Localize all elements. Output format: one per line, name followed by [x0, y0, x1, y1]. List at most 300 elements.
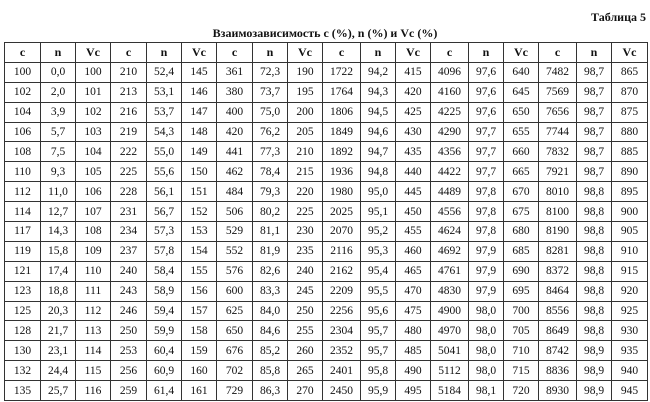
- table-cell: 455: [396, 222, 431, 242]
- table-cell: 60,9: [147, 361, 182, 381]
- table-cell: 465: [396, 261, 431, 281]
- table-cell: 670: [504, 182, 539, 202]
- table-cell: 160: [182, 361, 217, 381]
- table-cell: 495: [396, 381, 431, 401]
- table-cell: 259: [111, 381, 147, 401]
- table-cell: 79,3: [253, 182, 288, 202]
- table-cell: 98,8: [577, 281, 612, 301]
- header-row: [5, 43, 648, 63]
- table-cell: 2,0: [41, 82, 76, 102]
- table-cell: 8742: [539, 341, 577, 361]
- table-cell: 98,7: [577, 142, 612, 162]
- table-cell: 4160: [431, 82, 469, 102]
- table-cell: 147: [182, 102, 217, 122]
- table-cell: 1849: [323, 122, 361, 142]
- table-cell: 2256: [323, 301, 361, 321]
- table-cell: 60,4: [147, 341, 182, 361]
- table-cell: 24,4: [41, 361, 76, 381]
- table-cell: 915: [612, 261, 648, 281]
- table-cell: 97,8: [469, 202, 504, 222]
- table-cell: 4624: [431, 222, 469, 242]
- table-cell: 8836: [539, 361, 577, 381]
- table-cell: 57,3: [147, 222, 182, 242]
- table-cell: 80,2: [253, 202, 288, 222]
- table-cell: 148: [182, 122, 217, 142]
- column-header: n: [253, 43, 288, 63]
- table-cell: 98,0: [469, 301, 504, 321]
- table-cell: 11,0: [41, 182, 76, 202]
- table-cell: 445: [396, 182, 431, 202]
- table-cell: 86,3: [253, 381, 288, 401]
- table-cell: 5112: [431, 361, 469, 381]
- table-cell: 450: [396, 202, 431, 222]
- table-row: [5, 281, 648, 301]
- table-cell: 4096: [431, 62, 469, 82]
- table-cell: 109: [76, 241, 111, 261]
- table-cell: 4556: [431, 202, 469, 222]
- table-cell: 865: [612, 62, 648, 82]
- table-cell: 475: [396, 301, 431, 321]
- table-cell: 720: [504, 381, 539, 401]
- table-cell: 121: [5, 261, 41, 281]
- table-cell: 240: [111, 261, 147, 281]
- table-cell: 255: [288, 321, 323, 341]
- table-cell: 115: [76, 361, 111, 381]
- table-cell: 56,7: [147, 202, 182, 222]
- table-cell: 104: [5, 102, 41, 122]
- table-cell: 920: [612, 281, 648, 301]
- table-cell: 420: [396, 82, 431, 102]
- table-cell: 680: [504, 222, 539, 242]
- table-title: Взаимозависимость с (%), n (%) и Vc (%): [212, 26, 438, 40]
- table-cell: 246: [111, 301, 147, 321]
- table-row: [5, 122, 648, 142]
- table-row: [5, 321, 648, 341]
- table-cell: 21,7: [41, 321, 76, 341]
- table-cell: 98,0: [469, 341, 504, 361]
- table-cell: 256: [111, 361, 147, 381]
- table-cell: 7921: [539, 162, 577, 182]
- table-cell: 200: [288, 102, 323, 122]
- table-cell: 690: [504, 261, 539, 281]
- table-cell: 5184: [431, 381, 469, 401]
- table-cell: 94,3: [361, 82, 396, 102]
- table-cell: 2401: [323, 361, 361, 381]
- table-cell: 14,3: [41, 222, 76, 242]
- column-header: Vc: [288, 43, 323, 63]
- table-row: [5, 62, 648, 82]
- table-cell: 94,8: [361, 162, 396, 182]
- table-cell: 460: [396, 241, 431, 261]
- table-cell: 2304: [323, 321, 361, 341]
- table-cell: 228: [111, 182, 147, 202]
- table-cell: 119: [5, 241, 41, 261]
- table-cell: 645: [504, 82, 539, 102]
- table-cell: 222: [111, 142, 147, 162]
- table-cell: 5,7: [41, 122, 76, 142]
- table-cell: 1722: [323, 62, 361, 82]
- table-cell: 4290: [431, 122, 469, 142]
- table-cell: 462: [217, 162, 253, 182]
- table-cell: 1764: [323, 82, 361, 102]
- table-cell: 484: [217, 182, 253, 202]
- column-header: n: [41, 43, 76, 63]
- table-cell: 0,0: [41, 62, 76, 82]
- table-cell: 935: [612, 341, 648, 361]
- table-cell: 655: [504, 122, 539, 142]
- table-cell: 97,7: [469, 162, 504, 182]
- column-header: Vc: [182, 43, 217, 63]
- table-number-label: Таблица 5: [591, 10, 646, 24]
- table-cell: 15,8: [41, 241, 76, 261]
- table-cell: 260: [288, 341, 323, 361]
- table-cell: 114: [76, 341, 111, 361]
- table-cell: 85,8: [253, 361, 288, 381]
- table-cell: 98,9: [577, 361, 612, 381]
- table-cell: 53,1: [147, 82, 182, 102]
- table-cell: 237: [111, 241, 147, 261]
- table-cell: 98,7: [577, 102, 612, 122]
- table-cell: 52,4: [147, 62, 182, 82]
- table-cell: 190: [288, 62, 323, 82]
- table-cell: 895: [612, 182, 648, 202]
- table-cell: 104: [76, 142, 111, 162]
- table-cell: 945: [612, 381, 648, 401]
- table-body: [5, 62, 648, 400]
- table-cell: 480: [396, 321, 431, 341]
- table-cell: 72,3: [253, 62, 288, 82]
- table-cell: 430: [396, 122, 431, 142]
- table-cell: 205: [288, 122, 323, 142]
- table-cell: 875: [612, 102, 648, 122]
- table-cell: 108: [76, 222, 111, 242]
- column-header: c: [217, 43, 253, 63]
- table-cell: 98,0: [469, 321, 504, 341]
- table-cell: 83,3: [253, 281, 288, 301]
- table-cell: 117: [5, 222, 41, 242]
- table-cell: 702: [217, 361, 253, 381]
- table-cell: 4761: [431, 261, 469, 281]
- table-cell: 98,1: [469, 381, 504, 401]
- table-cell: 2025: [323, 202, 361, 222]
- table-cell: 576: [217, 261, 253, 281]
- table-cell: 8100: [539, 202, 577, 222]
- table-cell: 17,4: [41, 261, 76, 281]
- table-cell: 97,7: [469, 122, 504, 142]
- table-cell: 55,0: [147, 142, 182, 162]
- table-cell: 106: [76, 182, 111, 202]
- table-cell: 12,7: [41, 202, 76, 222]
- table-cell: 54,3: [147, 122, 182, 142]
- table-cell: 95,9: [361, 381, 396, 401]
- table-cell: 1892: [323, 142, 361, 162]
- table-cell: 103: [76, 122, 111, 142]
- table-cell: 665: [504, 162, 539, 182]
- table-cell: 159: [182, 341, 217, 361]
- table-cell: 625: [217, 301, 253, 321]
- table-cell: 4356: [431, 142, 469, 162]
- table-cell: 98,9: [577, 341, 612, 361]
- table-cell: 125: [5, 301, 41, 321]
- table-cell: 98,8: [577, 321, 612, 341]
- table-cell: 8372: [539, 261, 577, 281]
- table-cell: 84,0: [253, 301, 288, 321]
- table-cell: 250: [288, 301, 323, 321]
- table-cell: 600: [217, 281, 253, 301]
- table-cell: 59,9: [147, 321, 182, 341]
- table-cell: 2116: [323, 241, 361, 261]
- table-cell: 529: [217, 222, 253, 242]
- table-cell: 154: [182, 241, 217, 261]
- table-cell: 435: [396, 142, 431, 162]
- table-cell: 219: [111, 122, 147, 142]
- table-cell: 58,4: [147, 261, 182, 281]
- column-header: c: [323, 43, 361, 63]
- table-cell: 98,7: [577, 62, 612, 82]
- table-cell: 81,9: [253, 241, 288, 261]
- table-cell: 53,7: [147, 102, 182, 122]
- table-cell: 470: [396, 281, 431, 301]
- table-row: [5, 182, 648, 202]
- table-cell: 94,2: [361, 62, 396, 82]
- table-cell: 4422: [431, 162, 469, 182]
- table-cell: 485: [396, 341, 431, 361]
- table-cell: 220: [288, 182, 323, 202]
- table-cell: 676: [217, 341, 253, 361]
- table-cell: 270: [288, 381, 323, 401]
- table-cell: 8930: [539, 381, 577, 401]
- table-cell: 2450: [323, 381, 361, 401]
- table-cell: 7832: [539, 142, 577, 162]
- table-cell: 94,7: [361, 142, 396, 162]
- table-cell: 8190: [539, 222, 577, 242]
- table-cell: 8464: [539, 281, 577, 301]
- table-cell: 95,6: [361, 301, 396, 321]
- table-cell: 110: [76, 261, 111, 281]
- table-cell: 123: [5, 281, 41, 301]
- table-cell: 98,8: [577, 182, 612, 202]
- table-cell: 95,5: [361, 281, 396, 301]
- table-cell: 230: [288, 222, 323, 242]
- table-cell: 20,3: [41, 301, 76, 321]
- column-header: n: [469, 43, 504, 63]
- table-cell: 880: [612, 122, 648, 142]
- table-cell: 1980: [323, 182, 361, 202]
- table-cell: 98,9: [577, 381, 612, 401]
- table-cell: 95,1: [361, 202, 396, 222]
- table-cell: 57,8: [147, 241, 182, 261]
- table-cell: 101: [76, 82, 111, 102]
- table-cell: 420: [217, 122, 253, 142]
- table-cell: 695: [504, 281, 539, 301]
- table-cell: 98,7: [577, 162, 612, 182]
- table-cell: 113: [76, 321, 111, 341]
- table-cell: 161: [182, 381, 217, 401]
- table-cell: 94,5: [361, 102, 396, 122]
- table-cell: 153: [182, 222, 217, 242]
- table-cell: 7656: [539, 102, 577, 122]
- table-cell: 2352: [323, 341, 361, 361]
- table-cell: 640: [504, 62, 539, 82]
- table-cell: 146: [182, 82, 217, 102]
- table-row: [5, 222, 648, 242]
- table-cell: 105: [76, 162, 111, 182]
- table-cell: 98,8: [577, 202, 612, 222]
- table-row: [5, 301, 648, 321]
- table-cell: 108: [5, 142, 41, 162]
- table-cell: 705: [504, 321, 539, 341]
- table-cell: 84,6: [253, 321, 288, 341]
- table-cell: 151: [182, 182, 217, 202]
- table-cell: 97,6: [469, 102, 504, 122]
- table-cell: 116: [76, 381, 111, 401]
- table-cell: 265: [288, 361, 323, 381]
- table-cell: 130: [5, 341, 41, 361]
- table-cell: 2162: [323, 261, 361, 281]
- table-row: [5, 162, 648, 182]
- table-cell: 253: [111, 341, 147, 361]
- table-cell: 675: [504, 202, 539, 222]
- table-cell: 240: [288, 261, 323, 281]
- table-cell: 95,0: [361, 182, 396, 202]
- table-cell: 1936: [323, 162, 361, 182]
- table-cell: 900: [612, 202, 648, 222]
- table-row: [5, 102, 648, 122]
- table-cell: 225: [111, 162, 147, 182]
- table-cell: 98,0: [469, 361, 504, 381]
- table-cell: 234: [111, 222, 147, 242]
- table-cell: 132: [5, 361, 41, 381]
- table-row: [5, 361, 648, 381]
- table-cell: 8649: [539, 321, 577, 341]
- column-header: Vc: [612, 43, 648, 63]
- table-cell: 7,5: [41, 142, 76, 162]
- table-cell: 4970: [431, 321, 469, 341]
- table-cell: 1806: [323, 102, 361, 122]
- table-cell: 650: [217, 321, 253, 341]
- table-row: [5, 241, 648, 261]
- table-cell: 215: [288, 162, 323, 182]
- table-cell: 98,7: [577, 82, 612, 102]
- table-cell: 97,6: [469, 82, 504, 102]
- table-cell: 8556: [539, 301, 577, 321]
- table-cell: 95,8: [361, 361, 396, 381]
- table-cell: 213: [111, 82, 147, 102]
- table-cell: 930: [612, 321, 648, 341]
- table-cell: 95,3: [361, 241, 396, 261]
- table-cell: 56,1: [147, 182, 182, 202]
- table-cell: 905: [612, 222, 648, 242]
- table-cell: 885: [612, 142, 648, 162]
- table-cell: 440: [396, 162, 431, 182]
- column-header: c: [539, 43, 577, 63]
- table-cell: 700: [504, 301, 539, 321]
- table-cell: 925: [612, 301, 648, 321]
- table-cell: 400: [217, 102, 253, 122]
- table-cell: 95,4: [361, 261, 396, 281]
- table-cell: 23,1: [41, 341, 76, 361]
- table-cell: 97,7: [469, 142, 504, 162]
- table-cell: 75,0: [253, 102, 288, 122]
- table-cell: 660: [504, 142, 539, 162]
- table-cell: 73,7: [253, 82, 288, 102]
- table-cell: 85,2: [253, 341, 288, 361]
- table-cell: 250: [111, 321, 147, 341]
- table-cell: 158: [182, 321, 217, 341]
- table-cell: 110: [5, 162, 41, 182]
- table-cell: 235: [288, 241, 323, 261]
- table-cell: 8010: [539, 182, 577, 202]
- table-cell: 910: [612, 241, 648, 261]
- table-cell: 216: [111, 102, 147, 122]
- table-cell: 715: [504, 361, 539, 381]
- table-cell: 145: [182, 62, 217, 82]
- column-header: c: [431, 43, 469, 63]
- table-cell: 243: [111, 281, 147, 301]
- table-cell: 7482: [539, 62, 577, 82]
- table-cell: 76,2: [253, 122, 288, 142]
- table-cell: 94,6: [361, 122, 396, 142]
- table-cell: 650: [504, 102, 539, 122]
- column-header: c: [111, 43, 147, 63]
- table-cell: 55,6: [147, 162, 182, 182]
- table-cell: 231: [111, 202, 147, 222]
- table-cell: 97,8: [469, 222, 504, 242]
- table-cell: 18,8: [41, 281, 76, 301]
- column-header: n: [361, 43, 396, 63]
- table-cell: 102: [76, 102, 111, 122]
- table-cell: 128: [5, 321, 41, 341]
- table-cell: 97,9: [469, 261, 504, 281]
- table-cell: 112: [76, 301, 111, 321]
- table-cell: 78,4: [253, 162, 288, 182]
- table-cell: 2070: [323, 222, 361, 242]
- table-cell: 111: [76, 281, 111, 301]
- table-cell: 97,8: [469, 182, 504, 202]
- table-cell: 3,9: [41, 102, 76, 122]
- table-cell: 149: [182, 142, 217, 162]
- column-header: Vc: [504, 43, 539, 63]
- column-header: n: [577, 43, 612, 63]
- table-cell: 4489: [431, 182, 469, 202]
- table-cell: 82,6: [253, 261, 288, 281]
- table-cell: 25,7: [41, 381, 76, 401]
- table-cell: 59,4: [147, 301, 182, 321]
- column-header: Vc: [76, 43, 111, 63]
- table-cell: 210: [111, 62, 147, 82]
- table-row: [5, 341, 648, 361]
- table-cell: 4830: [431, 281, 469, 301]
- table-row: [5, 381, 648, 401]
- table-cell: 361: [217, 62, 253, 82]
- table-cell: 95,7: [361, 341, 396, 361]
- table-cell: 61,4: [147, 381, 182, 401]
- table-cell: 95,7: [361, 321, 396, 341]
- data-table: [4, 42, 648, 401]
- table-cell: 81,1: [253, 222, 288, 242]
- table-cell: 490: [396, 361, 431, 381]
- table-cell: 890: [612, 162, 648, 182]
- table-cell: 506: [217, 202, 253, 222]
- table-cell: 4225: [431, 102, 469, 122]
- table-cell: 7569: [539, 82, 577, 102]
- table-cell: 95,2: [361, 222, 396, 242]
- table-cell: 4692: [431, 241, 469, 261]
- table-cell: 152: [182, 202, 217, 222]
- table-cell: 441: [217, 142, 253, 162]
- table-cell: 58,9: [147, 281, 182, 301]
- table-cell: 415: [396, 62, 431, 82]
